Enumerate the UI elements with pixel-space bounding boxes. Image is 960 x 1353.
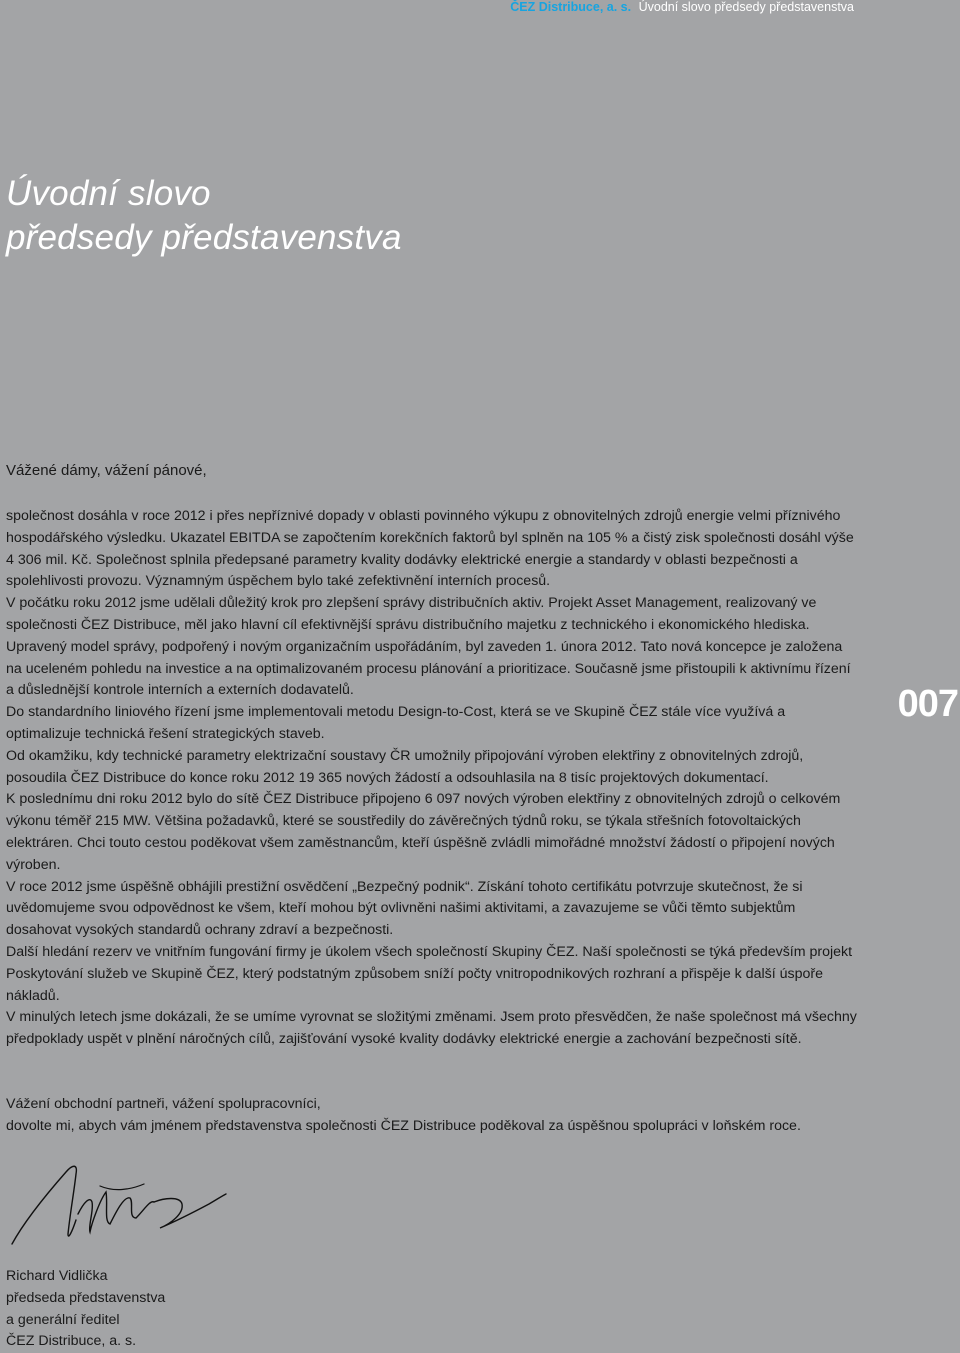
page-header — [510, 0, 854, 14]
paragraph: V roce 2012 jsme úspěšně obhájili prestižní osvědčení „Bezpečný podnik“. Získání tohoto certifikátu potvrzuje skutečnost, že si uvědomujeme svou odpovědnost ke všem, kteří mohou být ovlivněni našimi aktivitami, a zavazujeme se vůči těmto subjektům dosahovat vysokých standardů ochrany zdraví a bezpečnosti. — [6, 878, 803, 939]
paragraph: K poslednímu dni roku 2012 bylo do sítě ČEZ Distribuce připojeno 6 097 nových výroben elektřiny z obnovitelných zdrojů o celkovém výkonu téměř 215 MW. Většina požadavků, které se soustředily do závěrečných týdnů roku, se týkala střešních fotovoltaických elektráren. Chci touto cestou poděkovat všem zaměstnancům, kteří úspěšně zvládli mimořádné množství žádostí o připojení nových výroben. — [6, 791, 841, 873]
signer-company: ČEZ Distribuce, a. s. — [6, 1333, 137, 1350]
letter-body — [6, 506, 861, 1051]
paragraph: V počátku roku 2012 jsme udělali důležitý krok pro zlepšení správy distribučních aktiv. Projekt Asset Management, realizovaný ve společnosti ČEZ Distribuce, měl jako hlavní cíl efektivnější správu distribučního majetku z technického i ekonomického hlediska. Upravený model správy, podpořený i novým organizačním uspořádáním, byl zaveden 1. února 2012. Tato nová koncepce je založena na uceleném pohledu na investice a na optimalizovaném procesu plánování a prioritizace. Současně jsme přistoupili k aktivnímu řízení a důslednější kontrole interních a externích dodavatelů. — [6, 595, 851, 699]
paragraph: Do standardního liniového řízení jsme implementovali metodu Design-to-Cost, která se ve Skupině ČEZ stále více využívá a optimalizuje technická řešení strategických staveb. — [6, 704, 786, 742]
page-title-line-1: Úvodní slovo — [6, 174, 211, 213]
header-company: ČEZ Distribuce, a. s. — [510, 0, 632, 14]
closing-thanks: dovolte mi, abych vám jménem představenstva společnosti ČEZ Distribuce poděkoval za úspěšnou spolupráci v loňském roce. — [6, 1117, 801, 1134]
salutation: Vážené dámy, vážení pánové, — [6, 462, 207, 479]
signer-name: Richard Vidlička — [6, 1268, 108, 1284]
header-section-title: Úvodní slovo předsedy představenstva — [638, 0, 854, 14]
signature-image — [4, 1152, 234, 1257]
signer-role-secondary: a generální ředitel — [6, 1311, 120, 1328]
letter-closing — [6, 1094, 906, 1138]
page-title — [6, 172, 402, 260]
page-number: 007 — [897, 683, 958, 725]
paragraph: V minulých letech jsme dokázali, že se umíme vyrovnat se složitými změnami. Jsem proto přesvědčen, že naše společnost má všechny předpoklady uspět v plnění náročných cílů, zajišťování vysoké kvality dodávky elektrické energie a zachování bezpečnosti sítě. — [6, 1009, 857, 1048]
paragraph: společnost dosáhla v roce 2012 i přes nepříznivé dopady v oblasti povinného výkupu z obnovitelných zdrojů energie velmi příznivého hospodářského výsledku. Ukazatel EBITDA se započtením korekčních faktorů byl splněn na 105 % a čistý zisk společnosti dosáhl výše 4 306 mil. Kč. Společnost splnila předepsané parametry kvality dodávky elektrické energie a standardy v oblasti bezpečnosti a spolehlivosti provozu. Významným úspěchem bylo také zefektivnění interních procesů. — [6, 508, 854, 590]
closing-greeting: Vážení obchodní partneři, vážení spolupracovníci, — [6, 1096, 321, 1112]
signer-block — [6, 1266, 165, 1353]
page-title-line-2: předsedy představenstva — [6, 218, 402, 257]
signer-role: předseda představenstva — [6, 1289, 166, 1306]
paragraph: Od okamžiku, kdy technické parametry elektrizační soustavy ČR umožnily připojování výroben elektřiny z obnovitelných zdrojů, posoudila ČEZ Distribuce do konce roku 2012 19 365 nových žádostí a odsouhlasila na 8 tisíc projektových dokumentací. — [6, 747, 804, 786]
paragraph: Další hledání rezerv ve vnitřním fungování firmy je úkolem všech společností Skupiny ČEZ. Naší společnosti se týká především projekt Poskytování služeb ve Skupině ČEZ, který podstatným způsobem sníží počty vnitropodnikových rozhraní a přispěje k další úspoře nákladů. — [6, 943, 853, 1004]
